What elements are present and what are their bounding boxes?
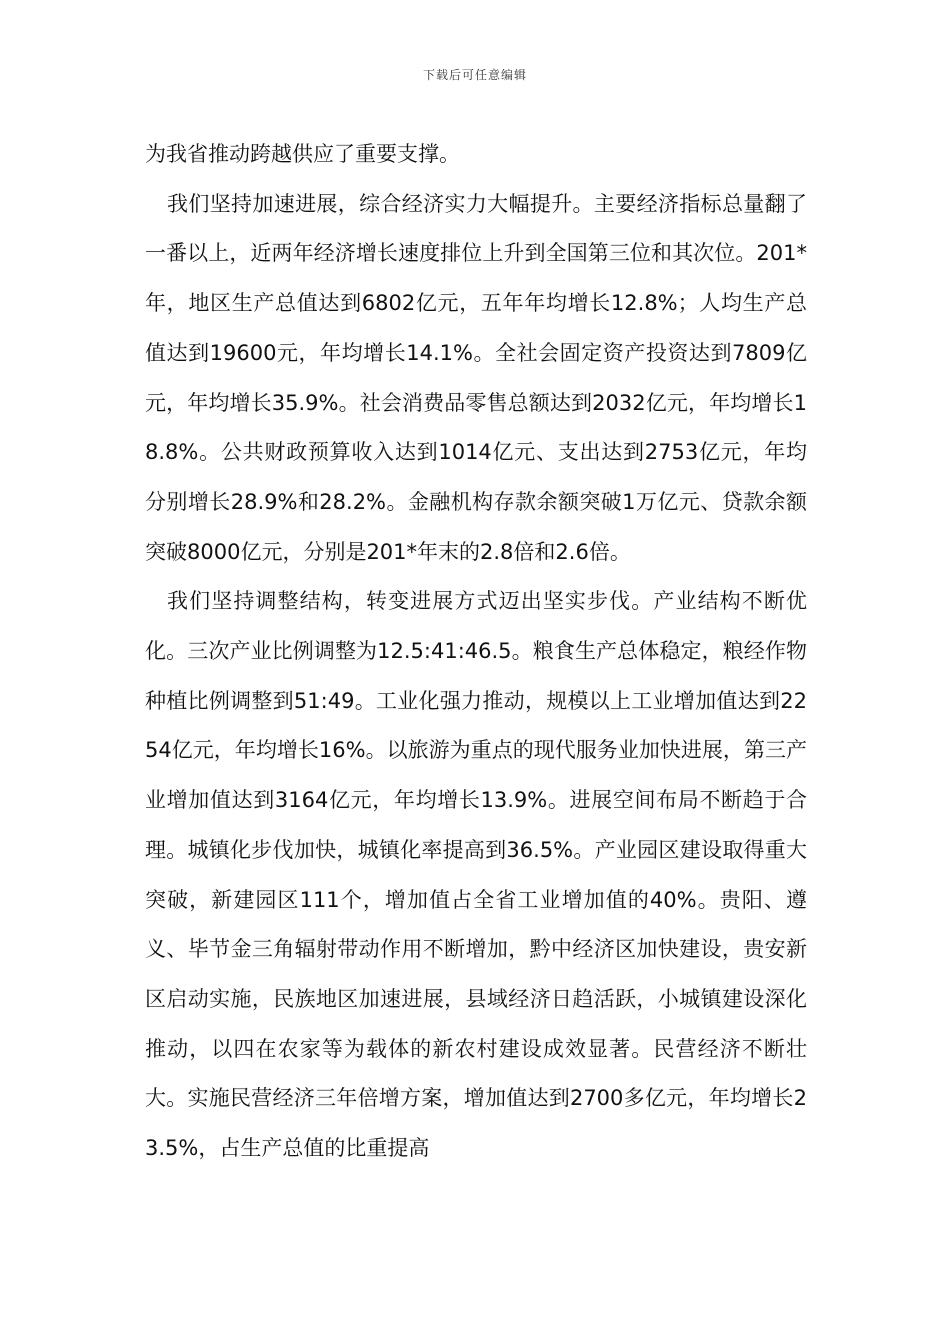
page-header: 下载后可任意编辑	[422, 68, 527, 82]
paragraph-3: 我们坚持调整结构，转变进展方式迈出坚实步伐。产业结构不断优化。三次产业比例调整为12.5:41:46.5。粮食生产总体稳定，粮经作物种植比例调整到51:49。工业化强力推动，规模以上工业增加值达到2254亿元，年均增长16%。以旅游为重点的现代服务业加快进展，第三产业增加值达到3164亿元，年均增长13.9%。进展空间布局不断趋于合理。城镇化步伐加快，城镇化率提高到36.5%。产业园区建设取得重大突破，新建园区111个，增加值占全省工业增加值的40%。贵阳、遵义、毕节金三角辐射带动作用不断增加，黔中经济区加快建设，贵安新区启动实施，民族地区加速进展，县域经济日趋活跃，小城镇建设深化推动，以四在农家等为载体的新农村建设成效显著。民营经济不断壮大。实施民营经济三年倍增方案，增加值达到2700多亿元，年均增长23.5%，占生产总值的比重提高	[145, 589, 807, 1161]
paragraph-1: 为我省推动跨越供应了重要支撑。	[145, 142, 460, 166]
document-body	[145, 130, 807, 1174]
paragraph-2: 我们坚持加速进展，综合经济实力大幅提升。主要经济指标总量翻了一番以上，近两年经济增长速度排位上升到全国第三位和其次位。201*年，地区生产总值达到6802亿元，五年年均增长12.8%；人均生产总值达到19600元，年均增长14.1%。全社会固定资产投资达到7809亿元，年均增长35.9%。社会消费品零售总额达到2032亿元，年均增长18.8%。公共财政预算收入达到1014亿元、支出达到2753亿元，年均分别增长28.9%和28.2%。金融机构存款余额突破1万亿元、贷款余额突破8000亿元，分别是201*年末的2.8倍和2.6倍。	[145, 191, 807, 564]
